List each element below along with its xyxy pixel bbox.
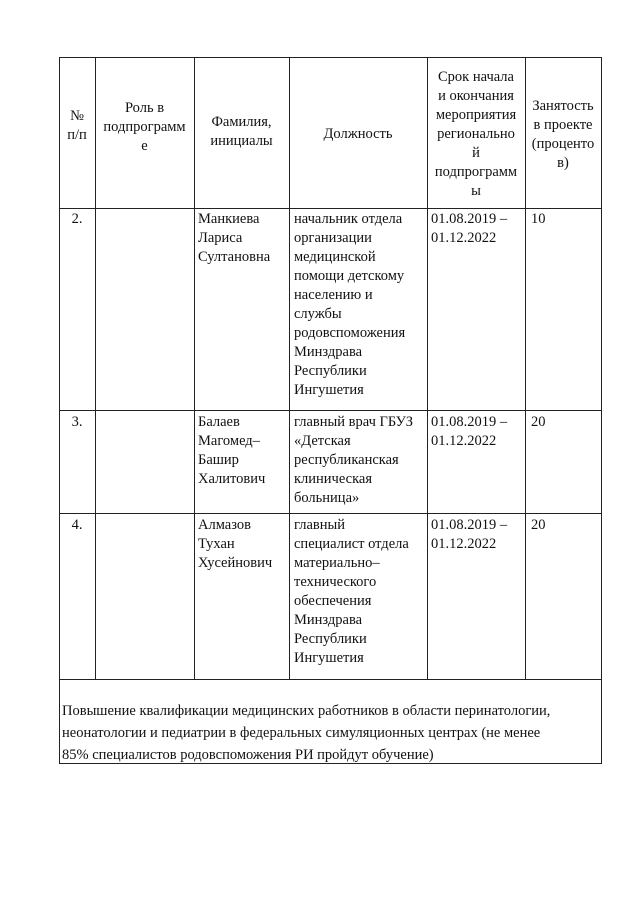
- header-num: № п/п: [67, 108, 87, 143]
- table-row-num: 4.: [71, 517, 83, 533]
- table-border-top: [59, 57, 602, 58]
- header-period: Срок начала и окончания мероприятия регионально й подпрограмм ы: [434, 69, 518, 199]
- table-row-divider-2: [59, 513, 602, 514]
- table-row-name: Манкиева Лариса Султановна: [198, 211, 271, 265]
- table-row-period: 01.08.2019 – 01.12.2022: [431, 211, 508, 246]
- table-header-divider: [59, 208, 602, 209]
- table-row-position: главный врач ГБУЗ «Детская республиканская клиническая больница»: [294, 414, 414, 506]
- header-position: Должность: [323, 126, 393, 142]
- table-row-load: 20: [531, 414, 546, 430]
- table-row-num: 3.: [71, 414, 83, 430]
- table-row-period: 01.08.2019 – 01.12.2022: [431, 517, 508, 552]
- table-row-load: 10: [531, 211, 546, 227]
- header-role: Роль в подпрограмм е: [103, 100, 186, 154]
- summary-note: Повышение квалификации медицинских работников в области перинатологии, неонатологии и педиатрии в федеральных симуляционных центрах (не менее 85% специалистов родовспоможения РИ пройдут обучение): [62, 703, 551, 763]
- table-row-position: главный специалист отдела материально– технического обеспечения Минздрава Республики Ингушетия: [294, 517, 409, 666]
- table-row-divider-1: [59, 410, 602, 411]
- table-row-period: 01.08.2019 – 01.12.2022: [431, 414, 508, 449]
- header-load: Занятость в проекте (проценто в): [531, 98, 595, 171]
- table-row-position: начальник отдела организации медицинской помощи детскому населению и службы родовспоможения Минздрава Республики Ингушетия: [294, 211, 406, 398]
- table-row-name: Балаев Магомед– Башир Халитович: [198, 414, 266, 487]
- table-row-divider-3: [59, 679, 602, 680]
- table-divider-col3: [289, 57, 290, 679]
- table-row-name: Алмазов Тухан Хусейнович: [198, 517, 273, 571]
- table-row-num: 2.: [71, 211, 83, 227]
- table-row-load: 20: [531, 517, 546, 533]
- header-name: Фамилия, инициалы: [210, 114, 273, 149]
